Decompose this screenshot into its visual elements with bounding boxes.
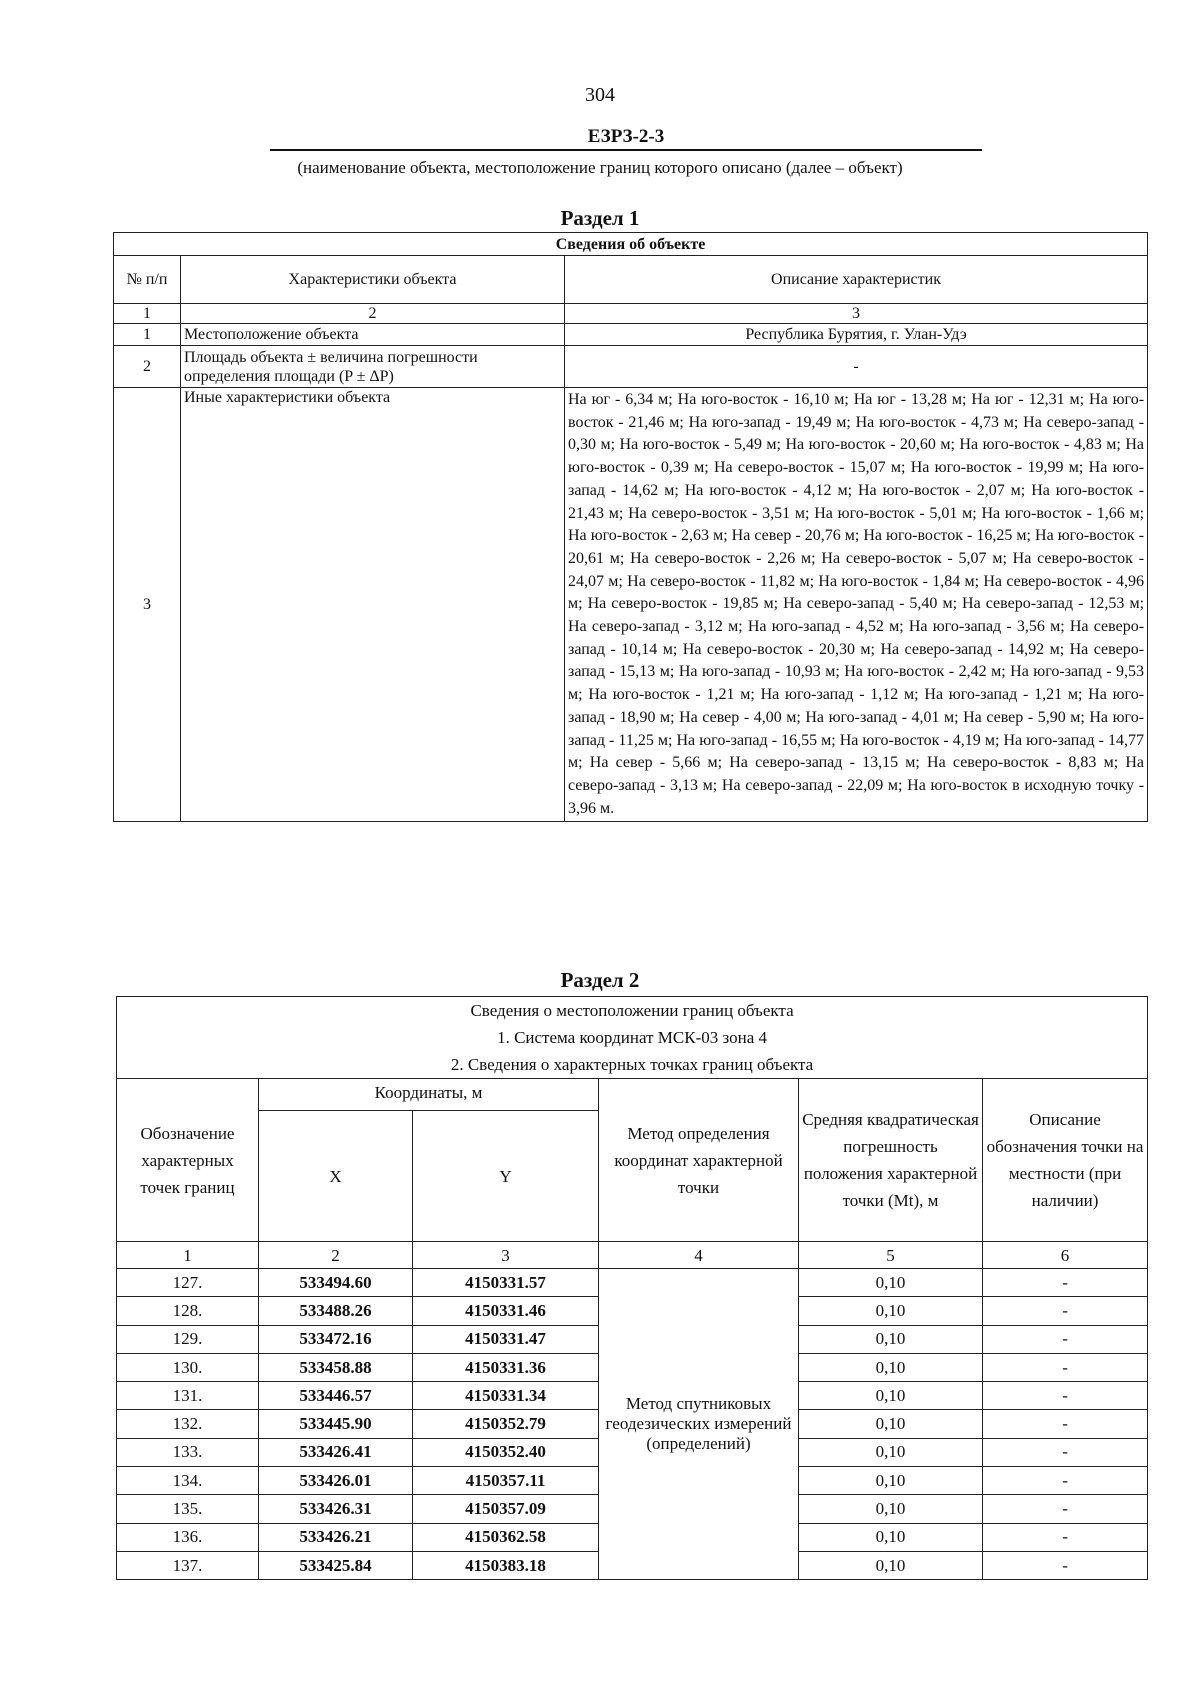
- header-coords: Координаты, м: [259, 1079, 599, 1111]
- point-y: 4150362.58: [413, 1523, 599, 1551]
- point-y: 4150383.18: [413, 1551, 599, 1579]
- header-x: X: [259, 1111, 413, 1242]
- point-id: 132.: [117, 1410, 259, 1438]
- point-desc: -: [983, 1325, 1148, 1353]
- point-y: 4150357.09: [413, 1495, 599, 1523]
- point-mt: 0,10: [799, 1495, 983, 1523]
- page-number: 304: [585, 84, 615, 106]
- point-y: 4150357.11: [413, 1467, 599, 1495]
- row-value: Республика Бурятия, г. Улан-Удэ: [565, 324, 1148, 346]
- row-num: 3: [114, 388, 181, 822]
- point-x: 533488.26: [259, 1297, 413, 1325]
- point-y: 4150331.34: [413, 1382, 599, 1410]
- object-info-table-title: Сведения об объекте: [114, 233, 1148, 256]
- point-id: 136.: [117, 1523, 259, 1551]
- point-x: 533458.88: [259, 1353, 413, 1381]
- header-method: Метод определения координат характерной точки: [599, 1079, 799, 1242]
- point-desc: -: [983, 1353, 1148, 1381]
- row-name: Иные характеристики объекта: [181, 388, 565, 822]
- point-desc: -: [983, 1523, 1148, 1551]
- point-id: 127.: [117, 1269, 259, 1297]
- boundary-points-table: [116, 996, 1148, 1580]
- point-x: 533426.21: [259, 1523, 413, 1551]
- point-x: 533472.16: [259, 1325, 413, 1353]
- section1-title: Раздел 1: [560, 206, 640, 230]
- point-id: 133.: [117, 1438, 259, 1466]
- point-desc: -: [983, 1269, 1148, 1297]
- point-x: 533426.01: [259, 1467, 413, 1495]
- point-mt: 0,10: [799, 1438, 983, 1466]
- object-info-table: [113, 232, 1148, 822]
- point-x: 533446.57: [259, 1382, 413, 1410]
- col-number: 3: [413, 1242, 599, 1269]
- point-x: 533425.84: [259, 1551, 413, 1579]
- point-desc: -: [983, 1467, 1148, 1495]
- point-desc: -: [983, 1297, 1148, 1325]
- header-error: Средняя квадратическая погрешность положения характерной точки (Mt), м: [799, 1079, 983, 1242]
- header-point: Обозначение характерных точек границ: [117, 1079, 259, 1242]
- info-line: 1. Система координат МСК-03 зона 4: [117, 1024, 1148, 1051]
- point-y: 4150331.57: [413, 1269, 599, 1297]
- point-mt: 0,10: [799, 1269, 983, 1297]
- point-x: 533426.31: [259, 1495, 413, 1523]
- header-y: Y: [413, 1111, 599, 1242]
- header-description: Описание обозначения точки на местности (при наличии): [983, 1079, 1148, 1242]
- table-row: [117, 1269, 1148, 1297]
- point-y: 4150331.47: [413, 1325, 599, 1353]
- point-x: 533445.90: [259, 1410, 413, 1438]
- point-id: 134.: [117, 1467, 259, 1495]
- row-num: 1: [114, 324, 181, 346]
- point-mt: 0,10: [799, 1467, 983, 1495]
- point-desc: -: [983, 1438, 1148, 1466]
- point-y: 4150331.46: [413, 1297, 599, 1325]
- point-mt: 0,10: [799, 1297, 983, 1325]
- row-num: 2: [114, 346, 181, 388]
- row-value-other-characteristics: На юг - 6,34 м; На юго-восток - 16,10 м; На юг - 13,28 м; На юг - 12,31 м; На юго-восток - 21,46 м; На юго-запад - 19,49 м; На юго-восток - 4,73 м; На северо-запад - 0,30 м; На юго-восток - 5,49 м; На юго-восток - 20,60 м; На юго-восток - 4,83 м; На юго-восток - 0,39 м; На северо-восток - 15,07 м; На юго-восток - 19,99 м; На юго-запад - 14,62 м; На юго-восток - 4,12 м; На юго-восток - 2,07 м; На юго-восток - 21,43 м; На северо-восток - 3,51 м; На юго-восток - 5,01 м; На юго-восток - 1,66 м; На юго-восток - 2,63 м; На север - 20,76 м; На юго-восток - 16,25 м; На юго-восток - 20,61 м; На северо-восток - 2,26 м; На северо-восток - 5,07 м; На северо-восток - 24,07 м; На северо-восток - 11,82 м; На юго-восток - 1,84 м; На северо-восток - 4,96 м; На северо-восток - 19,85 м; На северо-запад - 5,40 м; На северо-запад - 12,53 м; На северо-запад - 3,12 м; На юго-запад - 4,52 м; На юго-запад - 3,56 м; На северо-запад - 10,14 м; На северо-восток - 20,30 м; На северо-запад - 14,92 м; На северо-запад - 15,13 м; На юго-запад - 10,93 м; На юго-восток - 2,42 м; На юго-запад - 9,53 м; На юго-восток - 1,21 м; На юго-запад - 1,12 м; На юго-запад - 1,21 м; На юго-запад - 18,90 м; На север - 4,00 м; На юго-запад - 4,01 м; На север - 5,90 м; На юго-запад - 11,25 м; На юго-запад - 16,55 м; На юго-восток - 4,19 м; На юго-запад - 14,77 м; На север - 5,66 м; На северо-запад - 13,15 м; На северо-восток - 8,83 м; На северо-запад - 3,13 м; На северо-запад - 22,09 м; На юго-восток в исходную точку - 3,96 м.: [565, 388, 1148, 822]
- col-number: 2: [259, 1242, 413, 1269]
- point-y: 4150331.36: [413, 1353, 599, 1381]
- point-desc: -: [983, 1551, 1148, 1579]
- point-id: 128.: [117, 1297, 259, 1325]
- col-number: 1: [114, 304, 181, 324]
- point-mt: 0,10: [799, 1325, 983, 1353]
- object-name: ЕЗРЗ-2-3: [270, 126, 982, 151]
- point-mt: 0,10: [799, 1523, 983, 1551]
- point-mt: 0,10: [799, 1353, 983, 1381]
- point-x: 533426.41: [259, 1438, 413, 1466]
- row-value: -: [565, 346, 1148, 388]
- point-id: 137.: [117, 1551, 259, 1579]
- info-line: Сведения о местоположении границ объекта: [117, 997, 1148, 1025]
- point-mt: 0,10: [799, 1551, 983, 1579]
- point-id: 135.: [117, 1495, 259, 1523]
- header-characteristic: Характеристики объекта: [181, 256, 565, 304]
- point-mt: 0,10: [799, 1382, 983, 1410]
- point-id: 129.: [117, 1325, 259, 1353]
- point-desc: -: [983, 1410, 1148, 1438]
- point-y: 4150352.79: [413, 1410, 599, 1438]
- section2-title: Раздел 2: [560, 968, 640, 992]
- col-number: 6: [983, 1242, 1148, 1269]
- point-id: 131.: [117, 1382, 259, 1410]
- point-desc: -: [983, 1382, 1148, 1410]
- point-id: 130.: [117, 1353, 259, 1381]
- point-mt: 0,10: [799, 1410, 983, 1438]
- object-caption: (наименование объекта, местоположение границ которого описано (далее – объект): [297, 158, 903, 177]
- col-number: 5: [799, 1242, 983, 1269]
- info-line: 2. Сведения о характерных точках границ объекта: [117, 1051, 1148, 1079]
- point-x: 533494.60: [259, 1269, 413, 1297]
- col-number: 3: [565, 304, 1148, 324]
- row-name: Местоположение объекта: [181, 324, 565, 346]
- col-number: 1: [117, 1242, 259, 1269]
- col-number: 4: [599, 1242, 799, 1269]
- row-name: Площадь объекта ± величина погрешности определения площади (P ± ΔP): [181, 346, 565, 388]
- point-method: Метод спутниковых геодезических измерений (определений): [599, 1269, 799, 1580]
- col-number: 2: [181, 304, 565, 324]
- point-y: 4150352.40: [413, 1438, 599, 1466]
- header-num: № п/п: [114, 256, 181, 304]
- header-description: Описание характеристик: [565, 256, 1148, 304]
- point-desc: -: [983, 1495, 1148, 1523]
